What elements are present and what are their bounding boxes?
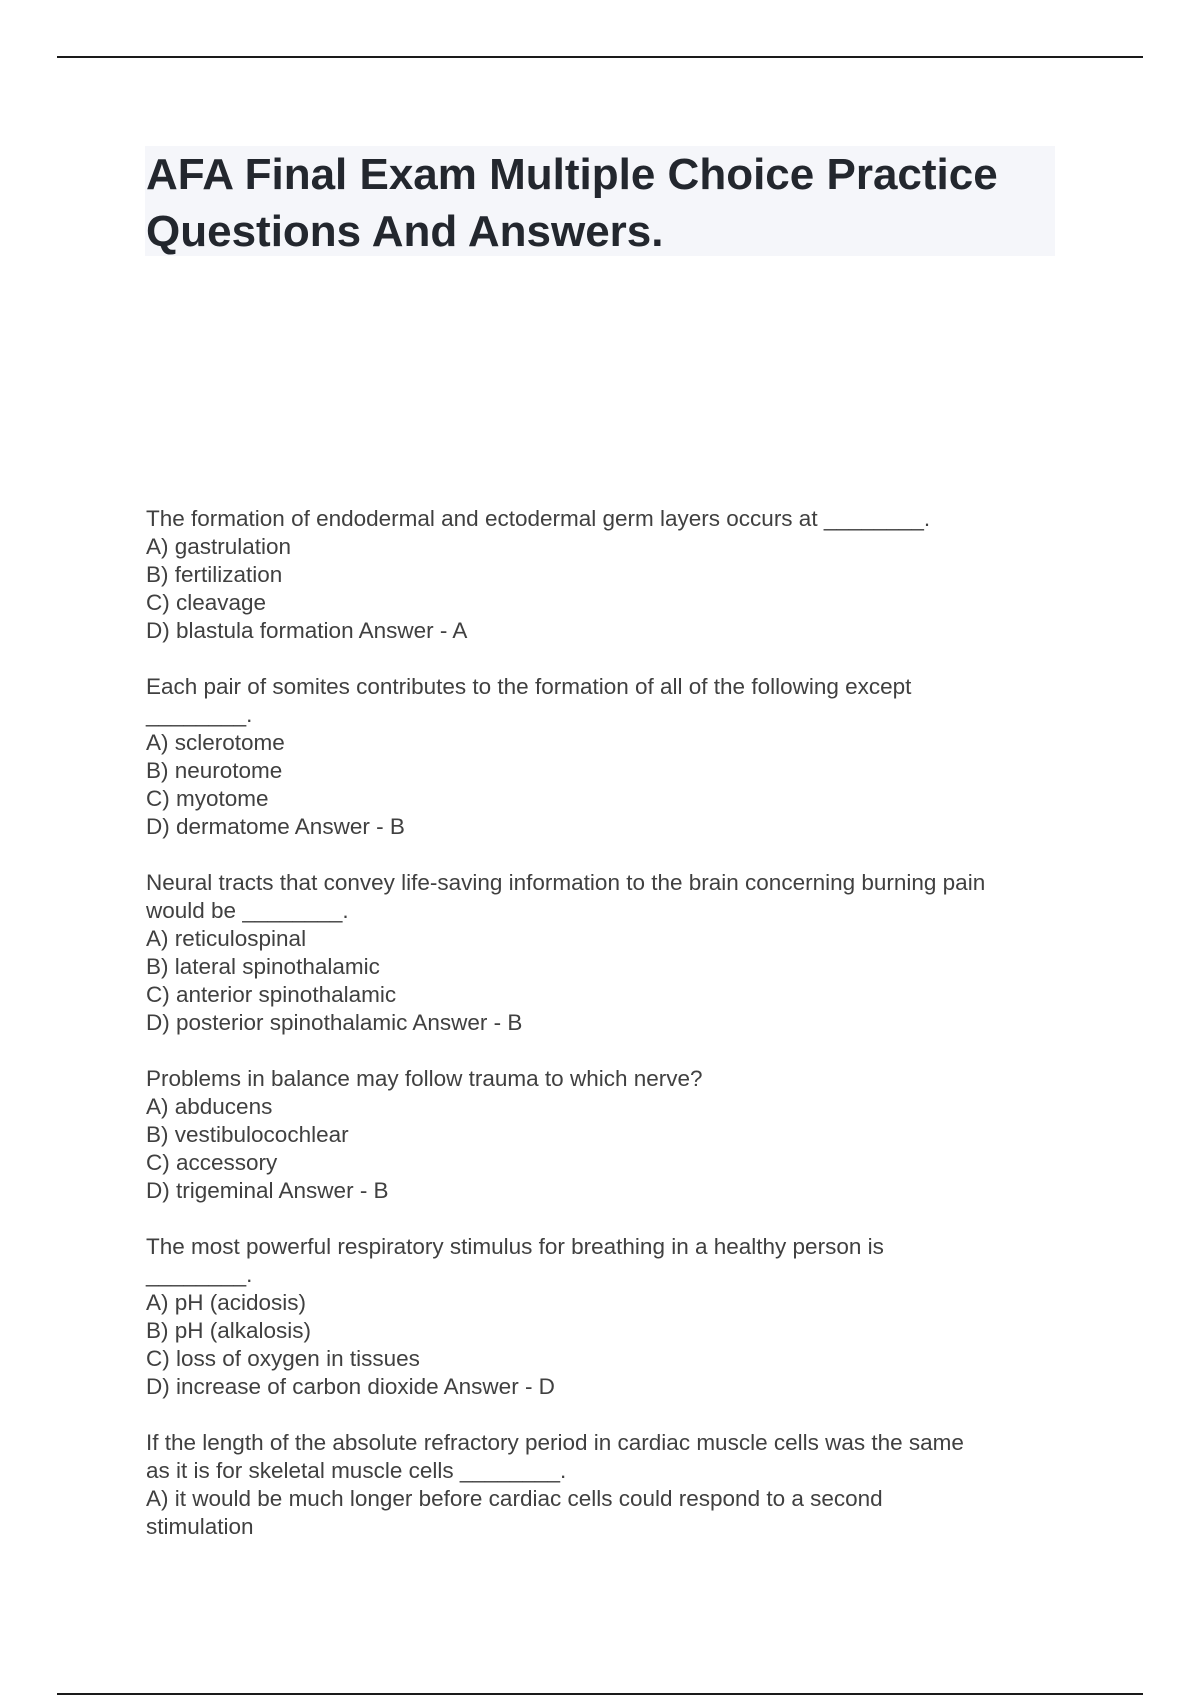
question-3-option-a: A) reticulospinal	[146, 926, 307, 951]
question-6-option-a-line-2: stimulation	[146, 1514, 254, 1539]
top-rule	[57, 56, 1143, 58]
question-4-option-c: C) accessory	[146, 1150, 278, 1175]
question-6-prompt-line-2: as it is for skeletal muscle cells ________.	[146, 1458, 567, 1483]
question-1-prompt-line-1: The formation of endodermal and ectodermal germ layers occurs at ________.	[146, 506, 931, 531]
page-title: AFA Final Exam Multiple Choice Practice Questions And Answers.	[146, 150, 998, 256]
question-1-option-d-answer: D) blastula formation Answer - A	[146, 618, 468, 643]
question-3-prompt-line-2: would be ________.	[146, 898, 349, 923]
question-2-option-b: B) neurotome	[146, 758, 283, 783]
question-5-option-b: B) pH (alkalosis)	[146, 1318, 312, 1343]
question-4-option-b: B) vestibulocochlear	[146, 1122, 349, 1147]
question-6-option-a-line-1: A) it would be much longer before cardiac cells could respond to a second	[146, 1486, 883, 1511]
question-3	[146, 869, 1066, 1037]
question-6-prompt-line-1: If the length of the absolute refractory period in cardiac muscle cells was the same	[146, 1430, 964, 1455]
question-1-option-a: A) gastrulation	[146, 534, 292, 559]
question-3-prompt-line-1: Neural tracts that convey life-saving information to the brain concerning burning pain	[146, 870, 986, 895]
question-3-option-b: B) lateral spinothalamic	[146, 954, 380, 979]
question-1-option-c: C) cleavage	[146, 590, 267, 615]
question-5-prompt-line-1: The most powerful respiratory stimulus for breathing in a healthy person is	[146, 1234, 884, 1259]
question-3-option-d-answer: D) posterior spinothalamic Answer - B	[146, 1010, 523, 1035]
question-5-option-c: C) loss of oxygen in tissues	[146, 1346, 420, 1371]
question-2-prompt-line-1: Each pair of somites contributes to the formation of all of the following except	[146, 674, 912, 699]
question-4-option-d-answer: D) trigeminal Answer - B	[146, 1178, 389, 1203]
question-3-option-c: C) anterior spinothalamic	[146, 982, 397, 1007]
question-2-option-c: C) myotome	[146, 786, 269, 811]
question-2-option-d-answer: D) dermatome Answer - B	[146, 814, 405, 839]
question-4-option-a: A) abducens	[146, 1094, 273, 1119]
bottom-rule	[57, 1693, 1143, 1695]
question-6	[146, 1429, 1066, 1541]
question-2-option-a: A) sclerotome	[146, 730, 285, 755]
question-list	[146, 505, 1066, 1569]
question-1	[146, 505, 1066, 645]
question-5-prompt-line-2: ________.	[146, 1262, 253, 1287]
question-1-option-b: B) fertilization	[146, 562, 283, 587]
question-4	[146, 1065, 1066, 1205]
question-5-option-a: A) pH (acidosis)	[146, 1290, 307, 1315]
question-4-prompt-line-1: Problems in balance may follow trauma to which nerve?	[146, 1066, 703, 1091]
question-5-option-d-answer: D) increase of carbon dioxide Answer - D	[146, 1374, 555, 1399]
question-2	[146, 673, 1066, 841]
question-2-prompt-line-2: ________.	[146, 702, 253, 727]
question-5	[146, 1233, 1066, 1401]
